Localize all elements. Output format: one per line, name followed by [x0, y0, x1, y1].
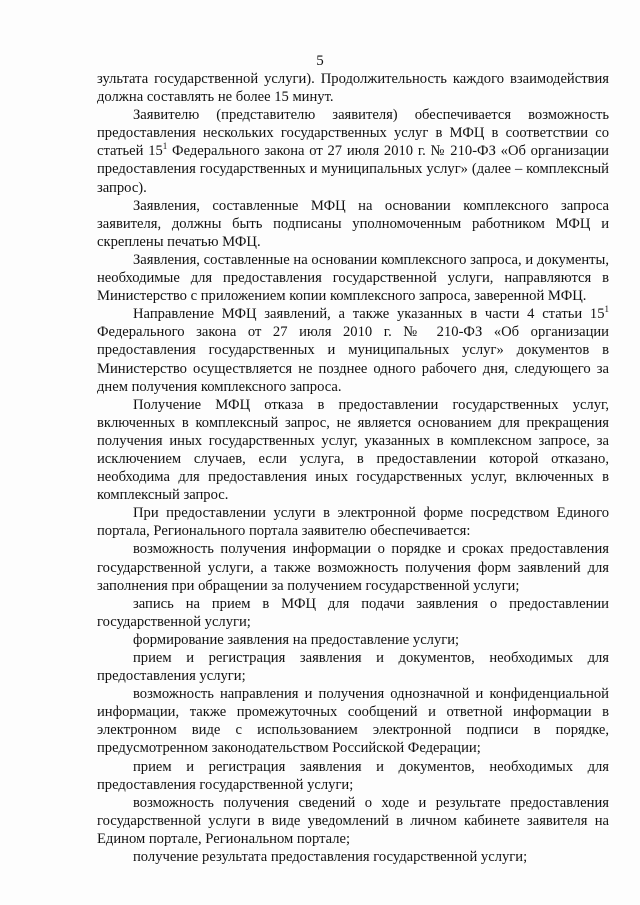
paragraph-signature: Заявления, составленные МФЦ на основании комплексного запроса заявителя, должны быть подписаны уполномоченным работником МФЦ и скреплены печатью МФЦ. [97, 197, 609, 250]
list-item: получение результата предоставления государственной услуги; [133, 849, 528, 866]
paragraph-text: Заявителю (представителю заявителя) обеспечивается возможность предоставления нескольких государственных услуг в МФЦ в соответствии со статьей 15 [97, 107, 609, 160]
document-body [97, 70, 609, 866]
paragraph-electronic-form: При предоставлении услуги в электронной форме посредством Единого портала, Регионального портала заявителю обеспечивается: [97, 505, 609, 540]
paragraph-deadline [97, 305, 609, 395]
list-item: прием и регистрация заявления и документов, необходимых для предоставления государственной услуги; [97, 758, 609, 793]
list-item: возможность получения сведений о ходе и результате предоставления государственной услуги в виде уведомлений в личном кабинете заявителя на Едином портале, Региональном портале; [97, 794, 609, 847]
list-item: возможность направления и получения однозначной и конфиденциальной информации, также промежуточных сообщений и ответной информации в электронном виде с использованием электронной подписи в порядке, предусмотренном законодательством Российской Федерации; [97, 686, 609, 757]
list-item: прием и регистрация заявления и документов, необходимых для предоставления услуги; [97, 650, 609, 685]
footnote-mark: 1 [162, 141, 168, 152]
paragraph-continuation: зультата государственной услуги). Продолжительность каждого взаимодействия должна составлять не более 15 минут. [97, 71, 609, 106]
paragraph-complex-request [97, 106, 609, 196]
paragraph-text: Направление МФЦ заявлений, а также указанных в части 4 статьи 15 [133, 306, 605, 323]
paragraph-documents-sent: Заявления, составленные на основании комплексного запроса, и документы, необходимые для предоставления государственной услуги, направляются в Министерство с приложением копии комплексного запроса, заверенной МФЦ. [97, 251, 609, 305]
paragraph-text: Федерального закона от 27 июля 2010 г. № 210-ФЗ «Об организации предоставления государственных и муниципальных услуг» (далее – комплексный запрос). [97, 143, 609, 196]
list-item: формирование заявления на предоставление услуги; [133, 631, 460, 648]
paragraph-text: Федерального закона от 27 июля 2010 г. № 210-ФЗ «Об организации предоставления государственных и муниципальных услуг» документов в Министерство осуществляется не позднее одного рабочего дня, следующего за днем получения комплексного запроса. [97, 324, 609, 395]
list-item: запись на прием в МФЦ для подачи заявления о предоставлении государственной услуги; [97, 595, 609, 630]
paragraph-refusal: Получение МФЦ отказа в предоставлении государственных услуг, включенных в комплексный запрос, не является основанием для прекращения получения иных государственных услуг, указанных в комплексном запросе, за исключением случаев, если услуга, в предоставлении которой отказано, необходима для предоставления иных государственных услуг, включенных в комплексный запрос. [97, 396, 609, 504]
footnote-mark: 1 [604, 304, 609, 315]
list-item: возможность получения информации о порядке и сроках предоставления государственной услуги, а также возможность получения форм заявлений для заполнения при обращении за получением государственной услуги; [97, 541, 609, 594]
page-number: 5 [316, 53, 324, 69]
